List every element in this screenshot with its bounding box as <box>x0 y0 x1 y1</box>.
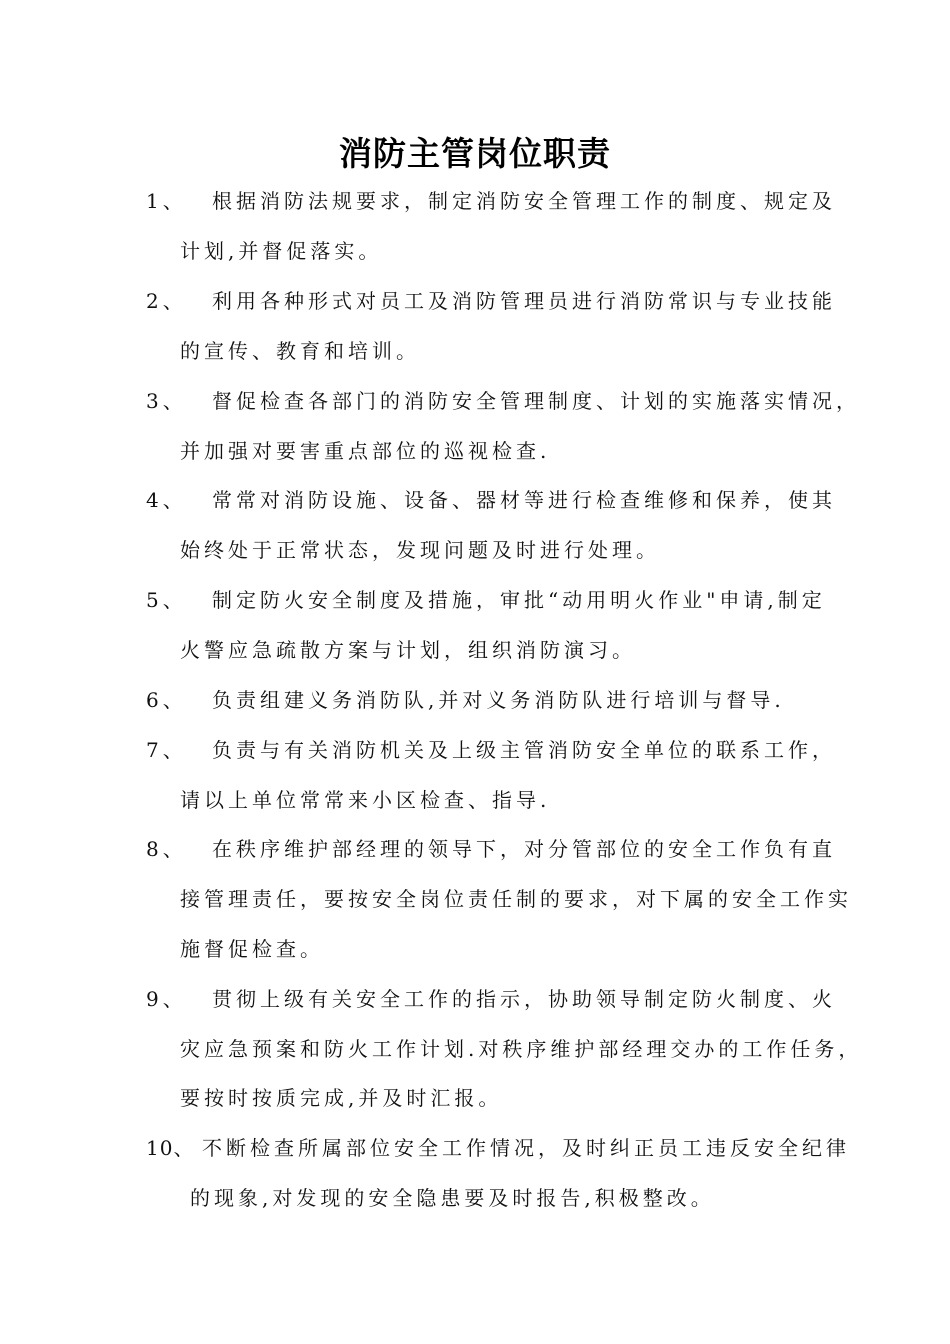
item-number: 5、 <box>146 588 187 612</box>
item-number: 4、 <box>146 488 187 512</box>
item-text-line: 请以上单位常常来小区检查、指导. <box>180 788 551 812</box>
item-text-line: 督促检查各部门的消防安全管理制度、计划的实施落实情况， <box>212 389 860 413</box>
item-text-line: 利用各种形式对员工及消防管理员进行消防常识与专业技能 <box>212 289 836 313</box>
item-text-line: 制定防火安全制度及措施，审批“动用明火作业"申请,制定 <box>212 588 826 612</box>
item-text-line: 灾应急预案和防火工作计划.对秩序维护部经理交办的工作任务， <box>180 1037 863 1061</box>
item-text-line: 的宣传、教育和培训。 <box>180 339 420 363</box>
item-number: 3、 <box>146 389 187 413</box>
item-text-line: 始终处于正常状态，发现问题及时进行处理。 <box>180 538 660 562</box>
item-text-line: 常常对消防设施、设备、器材等进行检查维修和保养，使其 <box>212 488 836 512</box>
item-number: 2、 <box>146 289 187 313</box>
item-text-line: 负责组建义务消防队,并对义务消防队进行培训与督导. <box>212 688 785 712</box>
item-text-line: 并加强对要害重点部位的巡视检查. <box>180 439 551 463</box>
item-number: 1、 <box>146 189 187 213</box>
item-number: 7、 <box>146 738 187 762</box>
item-text-line: 的现象,对发现的安全隐患要及时报告,积极整改。 <box>190 1186 715 1210</box>
document-title: 消防主管岗位职责 <box>339 134 611 173</box>
item-text-line: 火警应急疏散方案与计划，组织消防演习。 <box>180 638 636 662</box>
item-text-line: 接管理责任，要按安全岗位责任制的要求，对下属的安全工作实 <box>180 887 852 911</box>
item-number: 9、 <box>146 987 187 1011</box>
item-number: 8、 <box>146 837 187 861</box>
item-number: 6、 <box>146 688 187 712</box>
item-text-line: 要按时按质完成,并及时汇报。 <box>180 1086 503 1110</box>
item-text-line: 计划,并督促落实。 <box>180 239 383 263</box>
item-text-line: 负责与有关消防机关及上级主管消防安全单位的联系工作， <box>212 738 836 762</box>
item-text-line: 不断检查所属部位安全工作情况，及时纠正员工违反安全纪律 <box>202 1136 850 1160</box>
item-text-line: 根据消防法规要求，制定消防安全管理工作的制度、规定及 <box>212 189 836 213</box>
item-text-line: 贯彻上级有关安全工作的指示，协助领导制定防火制度、火 <box>212 987 836 1011</box>
item-number: 10、 <box>146 1136 195 1160</box>
item-text-line: 在秩序维护部经理的领导下，对分管部位的安全工作负有直 <box>212 837 836 861</box>
item-text-line: 施督促检查。 <box>180 937 324 961</box>
